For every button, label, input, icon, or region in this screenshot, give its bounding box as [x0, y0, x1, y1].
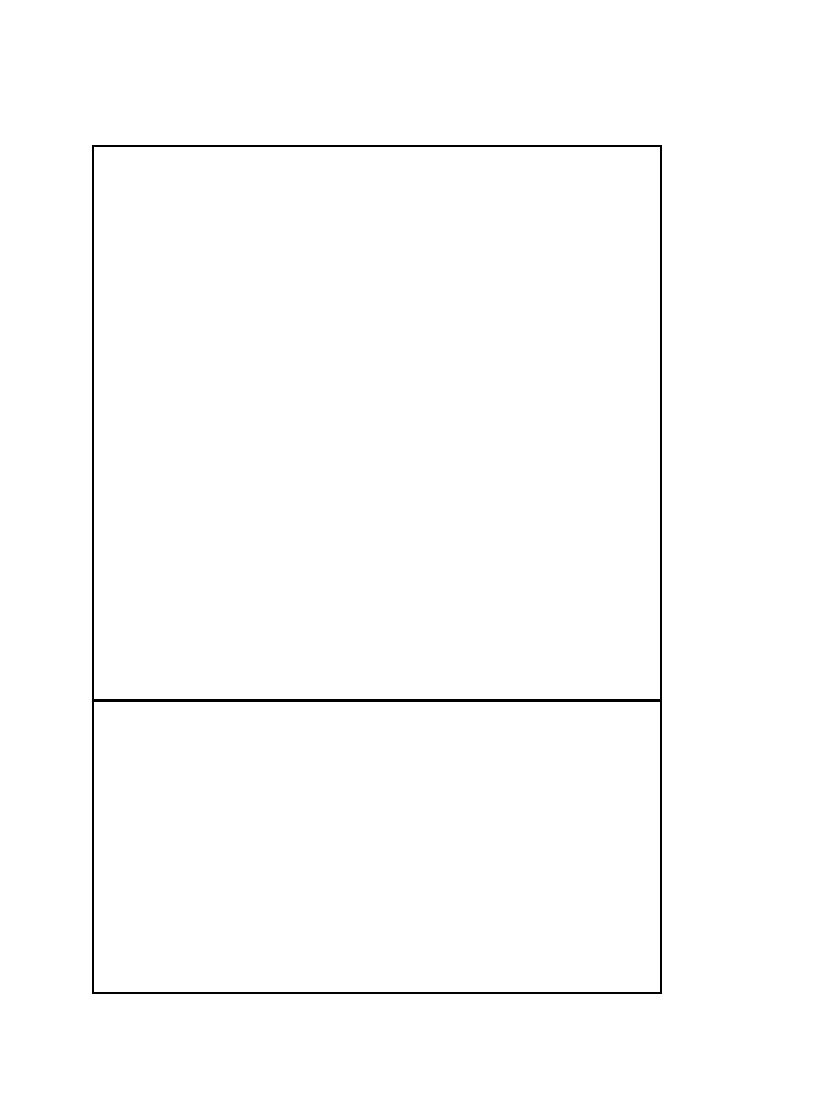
- van-table-bottom: [92, 700, 662, 994]
- van-table-top: [92, 145, 662, 701]
